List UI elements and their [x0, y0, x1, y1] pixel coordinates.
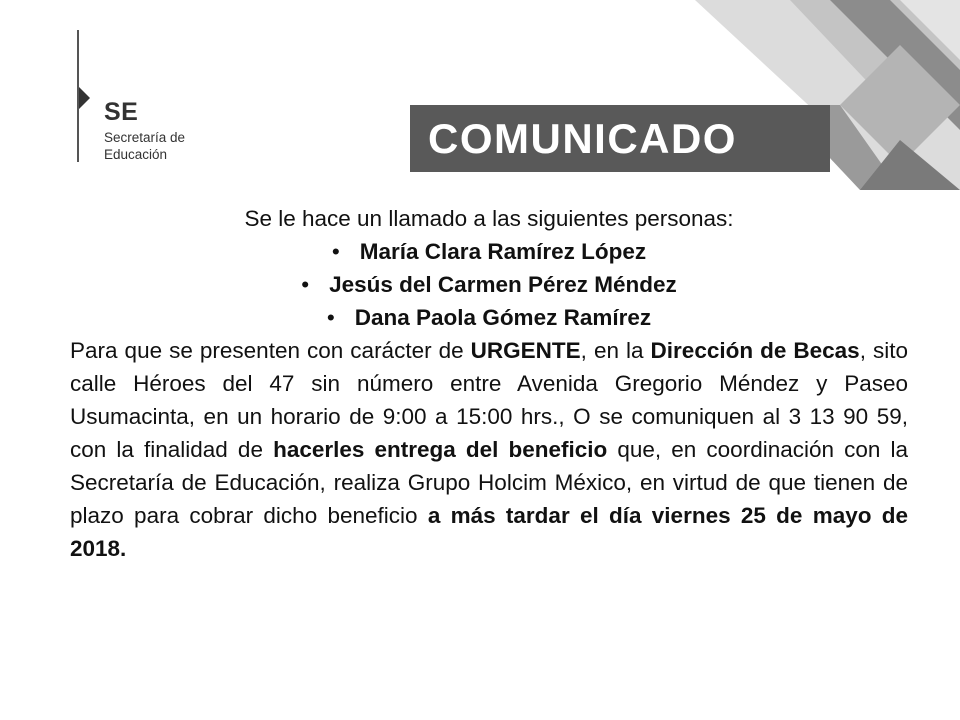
list-item	[70, 268, 908, 301]
body-segment: que, en coordinación con la Secretaría de Educación, realiza Grupo Holcim México, en virtud de que tienen de plazo para cobrar dicho beneficio	[70, 437, 909, 528]
logo-arrow-icon	[79, 87, 90, 109]
people-list	[70, 235, 908, 334]
bullet-icon: •	[301, 272, 310, 297]
bullet-icon: •	[326, 305, 335, 330]
body-emphasis: Dirección de Becas	[650, 338, 860, 363]
page-title: COMUNICADO	[428, 115, 737, 162]
person-name: Dana Paola Gómez Ramírez	[354, 305, 652, 330]
body-emphasis: a más tardar el día viernes 25 de mayo de 2018.	[70, 503, 908, 561]
list-item	[70, 301, 908, 334]
intro-text: Se le hace un llamado a las siguientes personas:	[244, 206, 734, 231]
bullet-icon: •	[331, 239, 340, 264]
logo	[104, 100, 185, 163]
person-name: Jesús del Carmen Pérez Méndez	[329, 272, 677, 297]
body-segment: , sito calle Héroes del 47 sin número entre Avenida Gregorio Méndez y Paseo Usumacinta, en un horario de 9:00 a 15:00 hrs., O se comuniquen al 3 13 90 59, con la finalidad de	[70, 338, 908, 462]
announcement-content	[70, 202, 908, 565]
body-emphasis: URGENTE	[470, 338, 581, 363]
logo-name-line2: Educación	[104, 147, 168, 162]
logo-name-line1: Secretaría de	[104, 130, 186, 145]
person-name: María Clara Ramírez López	[359, 239, 647, 264]
body-paragraph	[70, 334, 908, 565]
body-segment: Para que se presenten con carácter de	[70, 338, 471, 363]
body-emphasis: hacerles entrega del beneficio	[273, 437, 608, 462]
list-item	[70, 235, 908, 268]
logo-abbreviation: SE	[104, 98, 139, 126]
title-banner	[410, 105, 830, 172]
body-segment: , en la	[580, 338, 651, 363]
